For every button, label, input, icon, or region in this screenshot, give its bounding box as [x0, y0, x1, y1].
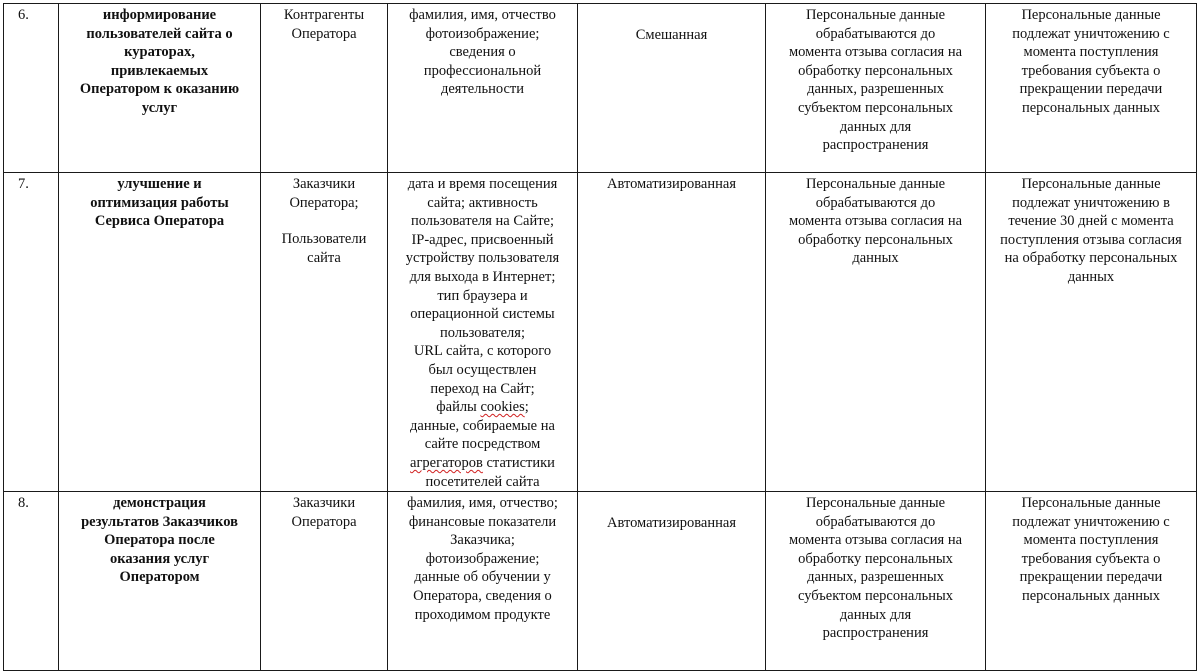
text-line: услуг: [141, 99, 178, 116]
destruction-cell: [986, 4, 1197, 173]
data-categories-cell: [388, 4, 578, 173]
subjects-cell: [261, 173, 388, 492]
text-line: момента поступления: [1023, 532, 1159, 549]
text-line: данных: [1067, 268, 1115, 285]
text-line: Заказчики: [292, 176, 356, 192]
text-line: Сервиса Оператора: [94, 213, 225, 230]
text-line: персональных данных: [1021, 588, 1160, 605]
text-line: данные, собираемые на: [410, 417, 555, 434]
text-line: распространения: [822, 137, 929, 154]
text-line: на обработку персональных: [1004, 250, 1178, 267]
table-row: [4, 173, 1197, 492]
subjects-cell: [261, 492, 388, 671]
purpose-cell: [59, 173, 261, 492]
text-line: информирование: [102, 7, 217, 23]
text-line: сайта; активность: [427, 194, 538, 211]
text-line: данных, разрешенных: [807, 569, 944, 586]
text-line: операционной системы: [410, 306, 555, 323]
text-line: данных, разрешенных: [807, 81, 944, 98]
text-line: подлежат уничтожению с: [1012, 513, 1170, 530]
table-row: [4, 4, 1197, 173]
text-line: URL сайта, с которого: [413, 343, 552, 360]
text-line: обработку персональных: [798, 231, 953, 248]
aggregators-line: агрегаторов статистики: [410, 454, 555, 471]
text-line: Персональные данные: [1021, 176, 1161, 192]
text-line: Оператора;: [289, 194, 359, 211]
text-line: сведения о: [449, 44, 516, 61]
text-line: обработку персональных: [798, 550, 953, 567]
text-line: фамилия, имя, отчество;: [407, 495, 558, 512]
subjects-cell: [261, 4, 388, 173]
text-line: момента поступления: [1023, 44, 1159, 61]
text-line: субъектом персональных: [797, 588, 954, 605]
text-line: фотоизображение;: [425, 550, 540, 567]
text-line: кураторах,: [124, 44, 195, 61]
subjects-group-b: [266, 230, 382, 267]
text-line: обрабатываются до: [815, 513, 936, 530]
processing-method-cell: Автоматизированная: [578, 173, 766, 492]
text-line: был осуществлен: [428, 361, 537, 378]
personal-data-table: [3, 3, 1197, 671]
text-line: Персональные данные: [1021, 7, 1161, 23]
text-line: Оператора: [291, 25, 357, 42]
text-line: момента отзыва согласия на: [788, 213, 963, 230]
cookies-line: файлы cookies;: [436, 399, 529, 416]
text-line: момента отзыва согласия на: [788, 532, 963, 549]
text-line: дата и время посещения: [407, 176, 558, 192]
text-line: подлежат уничтожению в: [1012, 194, 1170, 211]
text-line: субъектом персональных: [797, 99, 954, 116]
text-line: сайта: [307, 249, 341, 266]
processing-term-cell: [766, 173, 986, 492]
text-line: пользователей сайта о: [86, 25, 233, 42]
processing-term-cell: [766, 4, 986, 173]
text-line: пользователя;: [440, 324, 525, 341]
text-line: демонстрация: [113, 495, 206, 512]
text-line: данных для: [839, 118, 912, 135]
processing-method-cell: Автоматизированная: [578, 492, 766, 671]
text-line: персональных данных: [1021, 99, 1160, 116]
text-line: пользователя на Сайте;: [410, 213, 555, 230]
text-line: течение 30 дней с момента: [1008, 213, 1174, 230]
text-line: прекращении передачи: [1019, 569, 1163, 586]
data-lines-c: [393, 473, 572, 492]
text-line: деятельности: [440, 81, 524, 98]
text-line: данных: [852, 250, 899, 267]
text-line: Пользователи: [281, 231, 367, 248]
text-line: устройству пользователя: [405, 250, 560, 267]
text-line: Контрагенты: [283, 7, 365, 23]
text-line: для выхода в Интернет;: [409, 268, 556, 285]
text-line: обрабатываются до: [815, 25, 936, 42]
table-row: [4, 492, 1197, 671]
text-line: тип браузера и: [437, 287, 528, 304]
text-line: результатов Заказчиков: [81, 513, 238, 530]
text-line: Оператором: [119, 569, 200, 586]
text-line: оказания услуг: [109, 550, 210, 567]
text-line: финансовые показатели: [408, 513, 557, 530]
text-line: обрабатываются до: [815, 194, 936, 211]
text-line: Персональные данные: [805, 7, 946, 23]
text-line: проходимом продукте: [414, 606, 551, 623]
text-line: Персональные данные: [1021, 495, 1161, 512]
text-line: переход на Сайт;: [430, 380, 535, 397]
text-line: сайте посредством: [424, 436, 541, 453]
processing-method-cell: Смешанная: [578, 4, 766, 173]
text-line: данные об обучении у: [414, 569, 551, 586]
destruction-cell: [986, 173, 1197, 492]
text-line: оптимизация работы: [90, 194, 229, 211]
row-number: 8.: [4, 492, 59, 671]
text-line: обработку персональных: [798, 62, 953, 79]
text-line: Персональные данные: [805, 495, 946, 512]
data-categories-cell: [388, 173, 578, 492]
text-line: привлекаемых: [110, 62, 209, 79]
text-line: подлежат уничтожению с: [1012, 25, 1170, 42]
text-line: Оператора: [291, 513, 357, 530]
purpose-cell: [59, 492, 261, 671]
text-line: Оператором к оказанию: [79, 81, 240, 98]
row-number: 7.: [4, 173, 59, 492]
subjects-group-a: [266, 175, 382, 212]
text-line: улучшение и: [117, 176, 202, 192]
text-line: данных для: [839, 606, 912, 623]
text-line: требования субъекта о: [1021, 62, 1161, 79]
processing-term-cell: [766, 492, 986, 671]
purpose-cell: [59, 4, 261, 173]
data-lines-a: [393, 175, 572, 398]
data-lines-b: [393, 417, 572, 454]
text-line: фотоизображение;: [425, 25, 540, 42]
text-line: Персональные данные: [805, 176, 946, 192]
text-line: распространения: [822, 625, 929, 642]
text-line: поступления отзыва согласия: [1000, 231, 1182, 248]
row-number: 6.: [4, 4, 59, 173]
text-line: прекращении передачи: [1019, 81, 1163, 98]
data-categories-cell: [388, 492, 578, 671]
destruction-cell: [986, 492, 1197, 671]
text-line: Оператора после: [104, 532, 215, 549]
text-line: Заказчика;: [450, 532, 515, 549]
text-line: требования субъекта о: [1021, 550, 1161, 567]
text-line: IP-адрес, присвоенный: [411, 231, 554, 248]
text-line: Оператора, сведения о: [413, 588, 552, 605]
text-line: профессиональной: [423, 62, 542, 79]
text-line: посетителей сайта: [425, 473, 540, 490]
text-line: фамилия, имя, отчество: [409, 7, 556, 23]
text-line: Заказчики: [292, 495, 356, 512]
text-line: момента отзыва согласия на: [788, 44, 963, 61]
